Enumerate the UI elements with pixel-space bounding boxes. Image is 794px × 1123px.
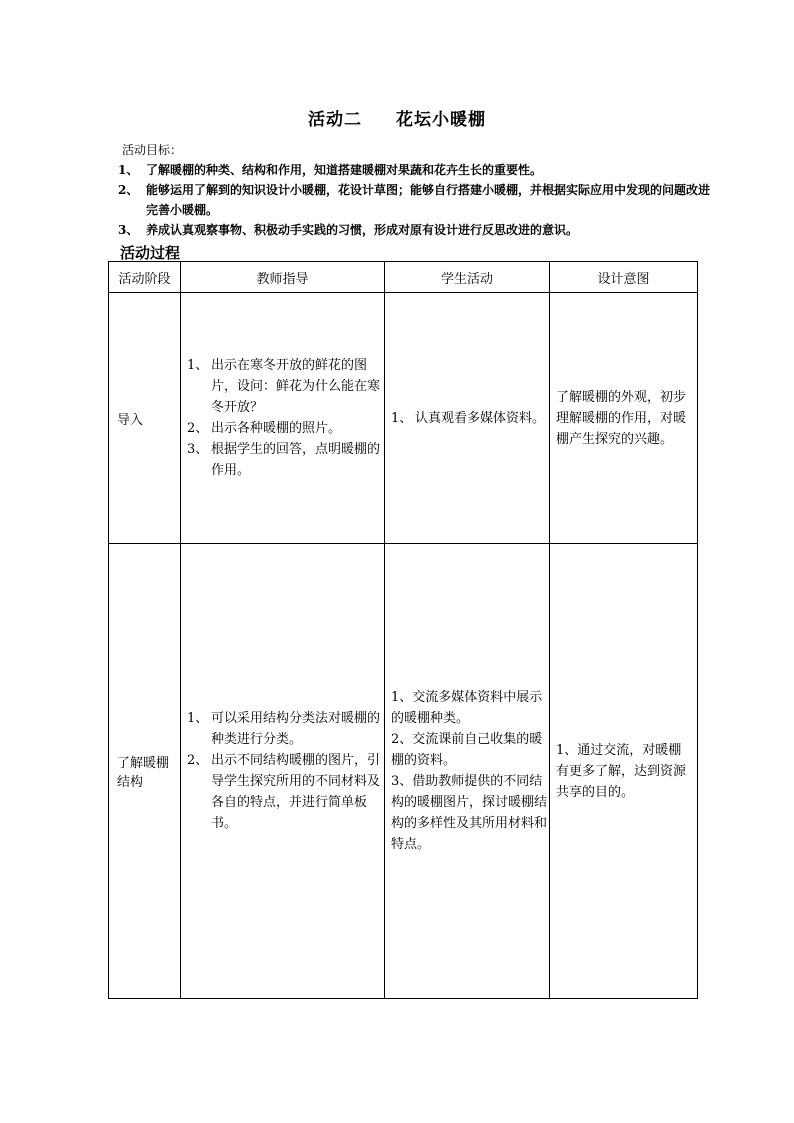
- goal-item: [118, 180, 718, 220]
- student-activity-cell: [385, 293, 550, 544]
- table-row: [109, 293, 698, 544]
- activity-goals: [118, 140, 718, 240]
- list-item: 1、交流多媒体资料中展示的暖棚种类。: [391, 690, 543, 726]
- stage-cell: 了解暖棚结构: [109, 544, 181, 999]
- list-item: 2、 出示各种暖棚的照片。: [187, 421, 342, 436]
- goal-number: 2、: [118, 183, 139, 197]
- design-intent-cell: 1、通过交流，对暖棚有更多了解，达到资源共享的目的。: [550, 544, 698, 999]
- goal-text: 能够运用了解到的知识设计小暖棚，花设计草图；能够自行搭建小暖棚，并根据实际应用中发现的问题改进完善小暖棚。: [146, 183, 711, 217]
- title-activity-number: 活动二: [308, 110, 362, 130]
- goal-number: 1、: [118, 163, 139, 177]
- header-design-intent: 设计意图: [550, 262, 698, 293]
- design-intent-cell: 了解暖棚的外观，初步理解暖棚的作用，对暖棚产生探究的兴趣。: [550, 293, 698, 544]
- stage-cell: 导入: [109, 293, 181, 544]
- activity-process-table: [108, 261, 698, 999]
- list-item: 3、借助教师提供的不同结构的暖棚图片，探讨暖棚结构的多样性及其所用材料和特点。: [391, 774, 548, 852]
- list-item: 1、 可以采用结构分类法对暖棚的种类进行分类。: [187, 711, 381, 747]
- header-stage: 活动阶段: [109, 262, 181, 293]
- goal-item: [118, 220, 718, 240]
- title-activity-name: 花坛小暖棚: [396, 110, 486, 130]
- header-teacher-guidance: 教师指导: [181, 262, 385, 293]
- table-header-row: [109, 262, 698, 293]
- page-title: [0, 105, 794, 130]
- list-item: 3、 根据学生的回答，点明暖棚的作用。: [187, 442, 381, 478]
- list-item: 2、交流课前自己收集的暖棚的资料。: [391, 732, 543, 768]
- teacher-guidance-cell: [181, 293, 385, 544]
- goal-text: 养成认真观察事物、积极动手实践的习惯，形成对原有设计进行反思改进的意识。: [146, 223, 579, 237]
- student-activity-cell: [385, 544, 550, 999]
- goal-item: [118, 160, 718, 180]
- header-student-activity: 学生活动: [385, 262, 550, 293]
- goal-number: 3、: [118, 223, 139, 237]
- list-item: 2、 出示不同结构暖棚的图片，引导学生探究所用的不同材料及各自的特点，并进行简单板书。: [187, 753, 381, 831]
- list-item: 1、 出示在寒冬开放的鲜花的图片，设问：鲜花为什么能在寒冬开放？: [187, 358, 381, 415]
- goals-heading: 活动目标：: [122, 143, 183, 157]
- list-item: 1、 认真观看多媒体资料。: [391, 410, 546, 426]
- goal-text: 了解暖棚的种类、结构和作用，知道搭建暖棚对果蔬和花卉生长的重要性。: [146, 163, 543, 177]
- process-heading: 活动过程: [120, 244, 181, 262]
- table-row: [109, 544, 698, 999]
- teacher-guidance-cell: [181, 544, 385, 999]
